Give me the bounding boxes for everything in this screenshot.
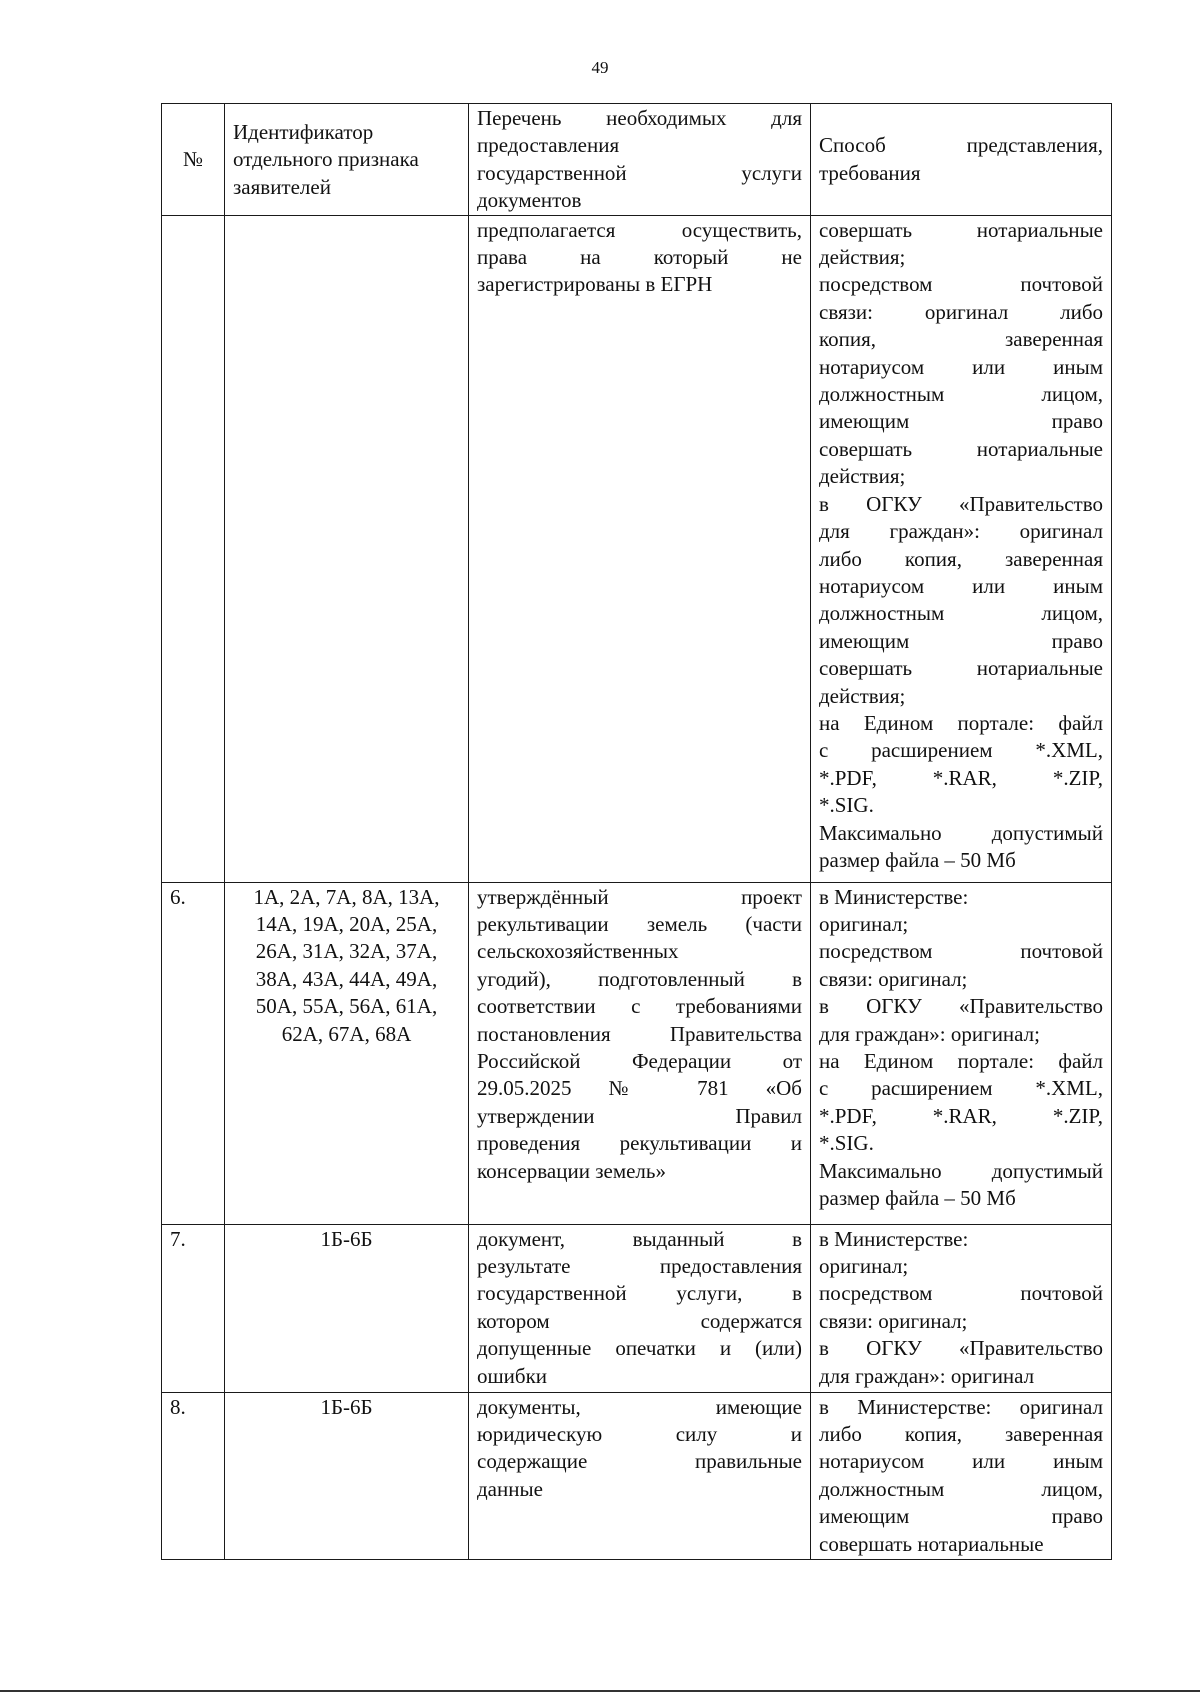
cell-line: связи: оригинал либо [819, 299, 1103, 324]
cell-line: нотариусом или иным [819, 573, 1103, 598]
cell-line: для граждан»: оригинал [819, 519, 1103, 544]
cell-line: Максимально допустимый [819, 1158, 1103, 1183]
cell-number [162, 215, 225, 882]
cell-documents [469, 215, 811, 882]
cell-line: в Министерстве: оригинал [819, 1394, 1103, 1419]
cell-line: совершать нотариальные [819, 436, 1103, 461]
cell-line: документ, выданный в [477, 1226, 802, 1251]
table-row [162, 882, 1112, 1224]
cell-line: сельскохозяйственных [477, 939, 679, 964]
cell-line: должностным лицом, [819, 382, 1103, 407]
cell-documents [469, 1392, 811, 1559]
table-row [162, 1392, 1112, 1559]
cell-identifier [225, 1392, 469, 1559]
cell-line: 29.05.2025 № 781 «Об [477, 1076, 802, 1101]
page-number: 49 [591, 58, 609, 77]
cell-line: 1Б-6Б [320, 1394, 373, 1419]
cell-identifier [225, 882, 469, 1224]
cell-line: на Едином портале: файл [819, 710, 1103, 735]
cell-line: в Министерстве: [819, 884, 969, 909]
cell-line: Способ представления, [819, 133, 1103, 158]
cell-line: *.PDF, *.RAR, *.ZIP, [819, 765, 1103, 790]
cell-line: имеющим право [819, 1504, 1103, 1529]
cell-line: совершать нотариальные [819, 656, 1103, 681]
cell-line: с расширением *.XML, [819, 1076, 1103, 1101]
table-header-row [162, 104, 1112, 216]
cell-line: 1А, 2А, 7А, 8А, 13А, [253, 884, 440, 909]
cell-number: 7. [162, 1224, 225, 1392]
cell-line: посредством почтовой [819, 272, 1103, 297]
cell-line: с расширением *.XML, [819, 738, 1103, 763]
cell-method [811, 882, 1112, 1224]
cell-line: отдельного признака [233, 147, 419, 172]
page-bottom-rule [0, 1690, 1200, 1692]
cell-line: связи: оригинал; [819, 1308, 968, 1333]
table-row [162, 215, 1112, 882]
cell-line: совершать нотариальные [819, 1531, 1044, 1556]
cell-line: рекультивации земель (части [477, 912, 802, 937]
cell-line: угодий), подготовленный в [477, 966, 802, 991]
cell-line: *.SIG. [819, 1131, 874, 1156]
cell-method [811, 1224, 1112, 1392]
cell-line: государственной услуги, в [477, 1281, 802, 1306]
cell-line: соответствии с требованиями [477, 994, 802, 1019]
cell-line: документы, имеющие [477, 1394, 802, 1419]
cell-method [811, 215, 1112, 882]
cell-line: утверждении Правил [477, 1103, 802, 1128]
cell-line: права на который не [477, 245, 802, 270]
cell-line: результате предоставления [477, 1254, 802, 1279]
cell-line: котором содержатся [477, 1308, 802, 1333]
cell-line: требования [819, 160, 921, 185]
cell-line: 26А, 31А, 32А, 37А, [255, 939, 438, 964]
cell-line: в Министерстве: [819, 1226, 969, 1251]
cell-line: для граждан»: оригинал [819, 1363, 1035, 1388]
cell-line: в ОГКУ «Правительство [819, 1336, 1103, 1361]
cell-line: *.PDF, *.RAR, *.ZIP, [819, 1103, 1103, 1128]
cell-line: имеющим право [819, 409, 1103, 434]
cell-line: *.SIG. [819, 793, 874, 818]
cell-line: должностным лицом, [819, 601, 1103, 626]
header-documents [469, 104, 811, 216]
cell-line: имеющим право [819, 628, 1103, 653]
cell-line: действия; [819, 464, 906, 489]
cell-method [811, 1392, 1112, 1559]
cell-line: заявителей [233, 174, 331, 199]
cell-line: консервации земель» [477, 1158, 666, 1183]
cell-line: для граждан»: оригинал; [819, 1021, 1040, 1046]
cell-documents [469, 882, 811, 1224]
cell-line: 62А, 67А, 68А [281, 1021, 412, 1046]
cell-line: постановления Правительства [477, 1021, 802, 1046]
table-row [162, 1224, 1112, 1392]
cell-line: в ОГКУ «Правительство [819, 994, 1103, 1019]
cell-line: оригинал; [819, 912, 909, 937]
cell-documents [469, 1224, 811, 1392]
cell-line: связи: оригинал; [819, 966, 968, 991]
cell-line: юридическую силу и [477, 1422, 802, 1447]
cell-line: содержащие правильные [477, 1449, 802, 1474]
cell-line: действия; [819, 683, 906, 708]
cell-line: Российской Федерации от [477, 1049, 802, 1074]
cell-line: зарегистрированы в ЕГРН [477, 272, 713, 297]
cell-line: ошибки [477, 1363, 548, 1388]
cell-line: либо копия, заверенная [819, 1422, 1103, 1447]
cell-identifier [225, 215, 469, 882]
cell-line: посредством почтовой [819, 1281, 1103, 1306]
cell-line: Перечень необходимых для [477, 106, 802, 130]
cell-line: 1Б-6Б [320, 1226, 373, 1251]
cell-line: должностным лицом, [819, 1476, 1103, 1501]
cell-line: действия; [819, 245, 906, 270]
cell-line: проведения рекультивации и [477, 1131, 802, 1156]
cell-line: совершать нотариальные [819, 217, 1103, 242]
cell-line: предполагается осуществить, [477, 217, 802, 242]
cell-line: документов [477, 188, 582, 213]
header-identifier [225, 104, 469, 216]
cell-line: оригинал; [819, 1254, 909, 1279]
cell-line: нотариусом или иным [819, 354, 1103, 379]
cell-number: 6. [162, 882, 225, 1224]
documents-table [161, 103, 1112, 1560]
cell-line: утверждённый проект [477, 884, 802, 909]
header-number: № [162, 104, 225, 216]
cell-line: в ОГКУ «Правительство [819, 491, 1103, 516]
header-method [811, 104, 1112, 216]
cell-line: 50А, 55А, 56А, 61А, [255, 994, 438, 1019]
cell-line: данные [477, 1476, 543, 1501]
cell-line: предоставления [477, 133, 620, 158]
cell-line: на Едином портале: файл [819, 1049, 1103, 1074]
cell-line: 38А, 43А, 44А, 49А, [255, 966, 438, 991]
cell-line: либо копия, заверенная [819, 546, 1103, 571]
cell-line: допущенные опечатки и (или) [477, 1336, 802, 1361]
cell-line: государственной услуги [477, 160, 802, 185]
cell-line: нотариусом или иным [819, 1449, 1103, 1474]
cell-line: Максимально допустимый [819, 820, 1103, 845]
cell-number: 8. [162, 1392, 225, 1559]
cell-line: копия, заверенная [819, 327, 1103, 352]
cell-identifier [225, 1224, 469, 1392]
cell-line: размер файла – 50 Мб [819, 1186, 1016, 1211]
cell-line: посредством почтовой [819, 939, 1103, 964]
cell-line: Идентификатор [233, 119, 374, 144]
cell-line: размер файла – 50 Мб [819, 847, 1016, 872]
cell-line: 14А, 19А, 20А, 25А, [255, 912, 438, 937]
